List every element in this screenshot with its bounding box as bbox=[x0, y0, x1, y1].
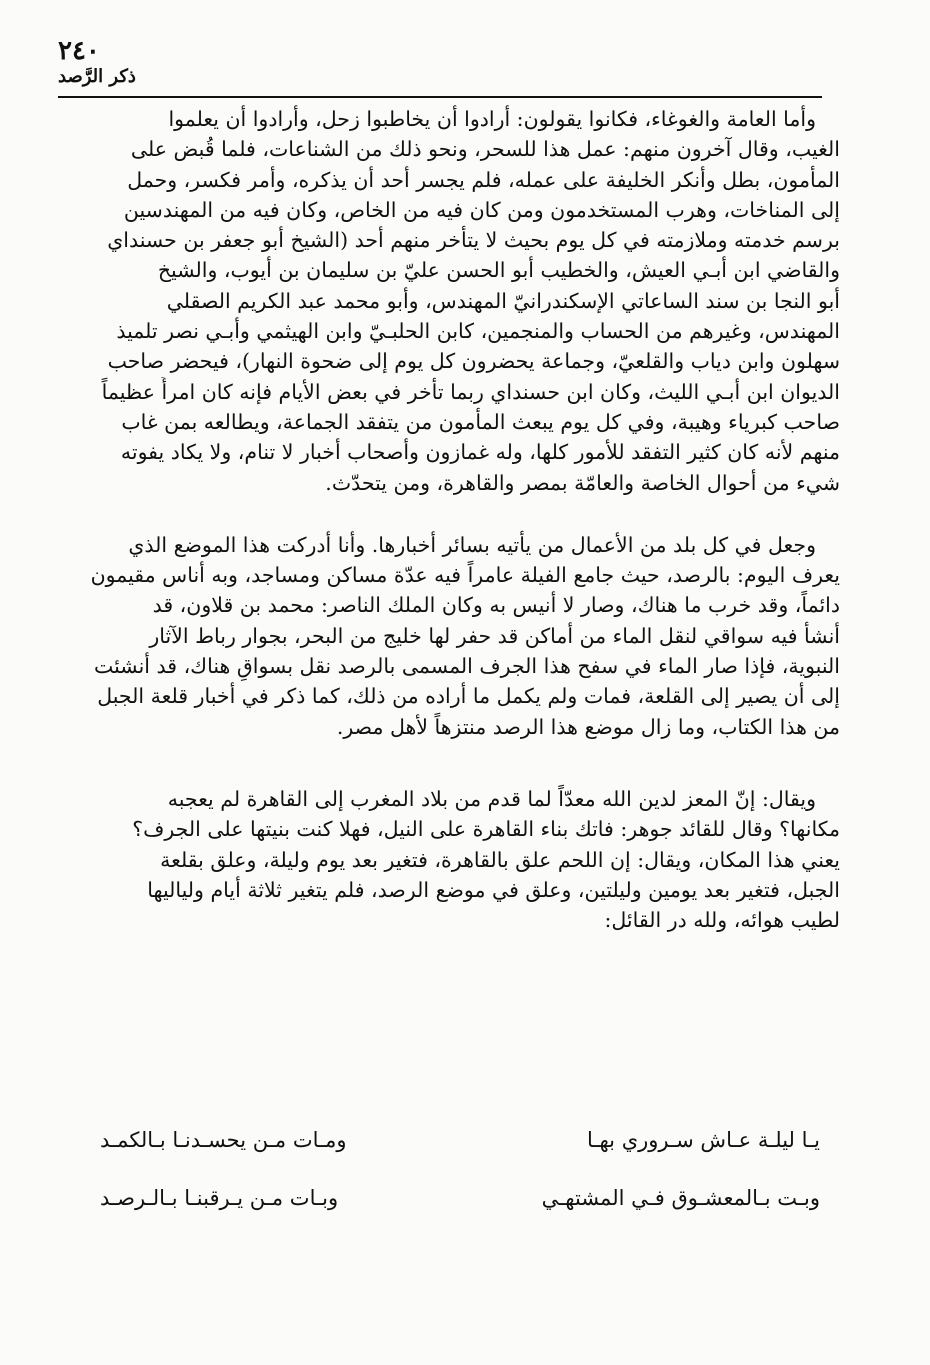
text-line: الديوان ابن أبـي الليث، وكان ابن حسنداي ربما تأخر في بعض الأيام فإنه كان امرأً عظيماً bbox=[101, 379, 840, 404]
text-line: إلى المناخات، وهرب المستخدمون ومن كان فيه من الخاص، وكان فيه من المهندسين bbox=[123, 197, 840, 222]
paragraph-1 bbox=[40, 104, 840, 498]
text-line: مكانها؟ وقال للقائد جوهر: فاتك بناء القاهرة على النيل، فهلا كنت بنيتها على الجرف؟ bbox=[132, 817, 840, 842]
body-text bbox=[40, 104, 840, 965]
page-number: ٢٤٠ bbox=[58, 36, 100, 66]
text-line: ويقال: إنّ المعز لدين الله معدّاً لما قدم من بلاد المغرب إلى القاهرة لم يعجبه bbox=[167, 786, 816, 811]
poem-hemistich-second: وبـات مـن يـرقبنـا بـالـرصـد bbox=[100, 1186, 339, 1210]
text-line: من هذا الكتاب، وما زال موضع هذا الرصد منتزهاً لأهل مصر. bbox=[336, 714, 840, 739]
text-line: دائماً، وقد خرب ما هناك، وصار لا أنيس به وكان الملك الناصر: محمد بن قلاون، قد bbox=[152, 593, 840, 618]
text-line: منهم لأنه كان كثير التفقد للأمور كلها، وله غمازون وأصحاب أخبار لا تنام، ولا يكاد يفوته bbox=[120, 440, 840, 465]
text-line: يعني هذا المكان، ويقال: إن اللحم علق بالقاهرة، فتغير بعد يوم وليلة، وعلق بقلعة bbox=[160, 847, 840, 872]
poem-hemistich-second: ومـات مـن يحسـدنـا بـالكمـد bbox=[100, 1128, 347, 1152]
text-line: إلى أن يصير إلى القلعة، فمات ولم يكمل ما أراده من ذلك، كما ذكر في أخبار قلعة الجبل bbox=[97, 684, 840, 709]
paragraph-3 bbox=[40, 784, 840, 935]
text-line: أبو النجا بن سند الساعاتي الإسكندرانيّ المهندس، وأبو محمد عبد الكريم الصقلي bbox=[166, 288, 840, 313]
text-line: وجعل في كل بلد من الأعمال من يأتيه بسائر أخبارها. وأنا أدركت هذا الموضع الذي bbox=[128, 532, 816, 557]
poem bbox=[100, 1125, 820, 1241]
text-line: الجبل، فتغير بعد يومين وليلتين، وعلق في موضع الرصد، فلم يتغير ثلاثة أيام ولياليها bbox=[147, 877, 840, 902]
text-line: المأمون، بطل وأنكر الخليفة على عمله، فلم يجسر أحد أن يذكره، وأمر فكسر، وحمل bbox=[127, 167, 840, 192]
page-header bbox=[58, 30, 822, 92]
text-line: سهلون وابن دياب والقلعيّ، وجماعة يحضرون كل يوم إلى ضحوة النهار)، فيحضر صاحب bbox=[107, 349, 840, 374]
header-rule bbox=[58, 96, 822, 98]
poem-hemistich-first: يـا ليلـة عـاش سـروري بهـا bbox=[586, 1128, 820, 1152]
text-line: الغيب، وقال آخرون منهم: عمل هذا للسحر، ونحو ذلك من الشناعات، فلما قُبض على bbox=[130, 137, 840, 162]
text-line: أنشأ فيه سواقي لنقل الماء من أماكن قد حفر لها خليج من البحر، بجوار رباط الآثار bbox=[149, 623, 840, 648]
text-line: لطيب هوائه، ولله در القائل: bbox=[604, 908, 840, 933]
text-line: يعرف اليوم: بالرصد، حيث جامع الفيلة عامراً فيه عدّة مساكن ومساجد، وبه أناس مقيمون bbox=[90, 563, 840, 588]
text-line: النبوية، فإذا صار الماء في سفح هذا الجرف المسمى بالرصد نقل بسواقٍ هناك، قد أنشئت bbox=[93, 654, 840, 679]
text-line: وأما العامة والغوغاء، فكانوا يقولون: أرادوا أن يخاطبوا زحل، وأرادوا أن يعلموا bbox=[168, 107, 816, 131]
text-line: والقاضي ابن أبـي العيش، والخطيب أبو الحسن عليّ بن سليمان بن أيوب، والشيخ bbox=[157, 258, 840, 283]
text-line: صاحب كبرياء وهيبة، وفي كل يوم يبعث المأمون من يتفقد الجماعة، ويطالعه بمن غاب bbox=[121, 409, 840, 434]
paragraph-2 bbox=[40, 530, 840, 742]
poem-verse bbox=[100, 1183, 820, 1241]
text-line: شيء من أحوال الخاصة والعامّة بمصر والقاهرة، ومن يتحدّث. bbox=[325, 470, 840, 495]
running-title: ذكر الرَّصد bbox=[58, 66, 136, 87]
text-line: برسم خدمته وملازمته في كل يوم بحيث لا يتأخر منهم أحد (الشيخ أبو جعفر بن حسنداي bbox=[107, 228, 840, 253]
text-line: المهندس، وغيرهم من الحساب والمنجمين، كابن الحلبـيّ وابن الهيثمي وأبـي نصر تلميذ bbox=[116, 319, 840, 344]
poem-hemistich-first: وبـت بـالمعشـوق فـي المشتهـي bbox=[541, 1186, 820, 1210]
poem-verse bbox=[100, 1125, 820, 1183]
